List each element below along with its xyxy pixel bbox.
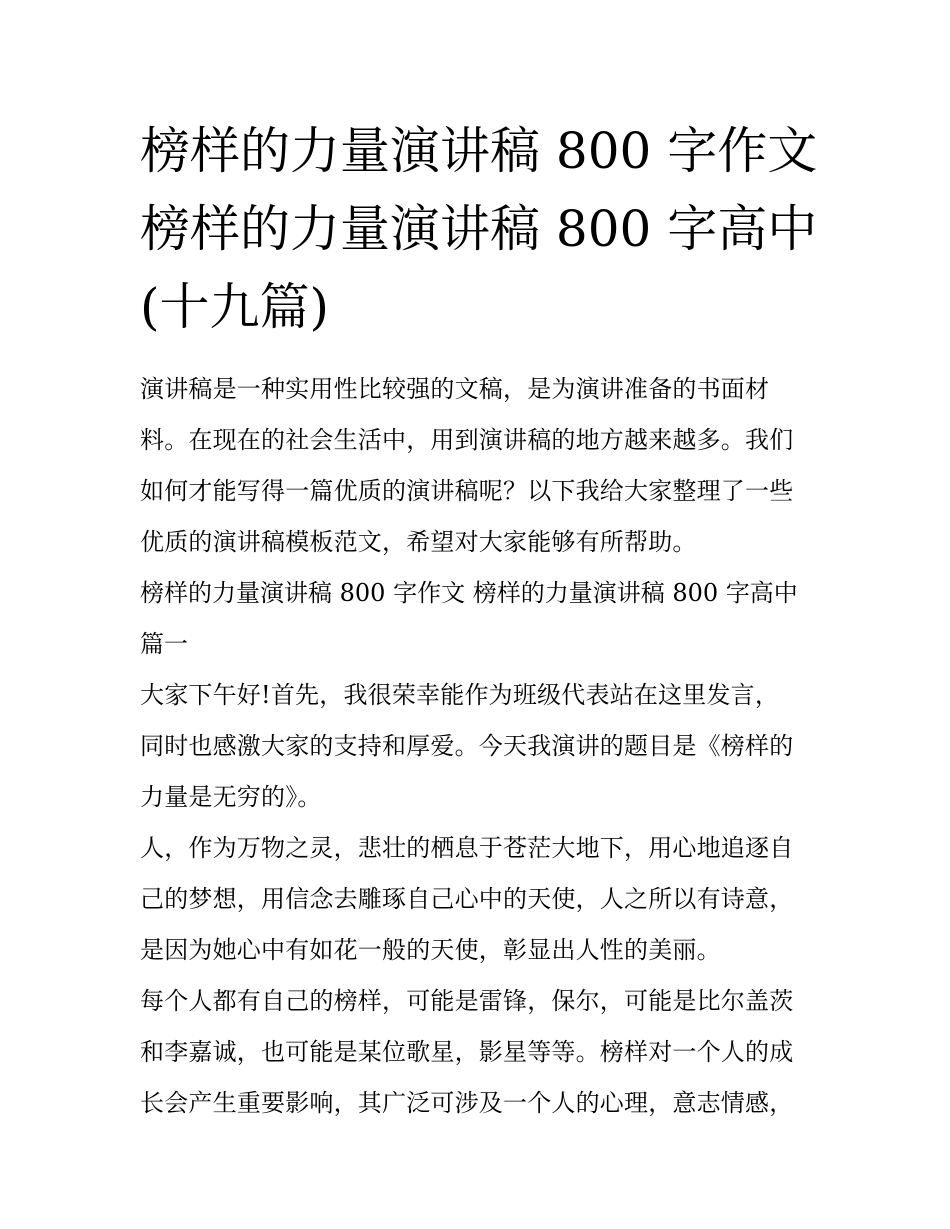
paragraph-2-line-3: 是因为她心中有如花一般的天使，彰显出人性的美丽。 [140,936,721,964]
document-title [140,112,820,346]
document-body [140,364,820,1129]
intro-line-3: 如何才能写得一篇优质的演讲稿呢？以下我给大家整理了一些 [140,477,794,505]
paragraph-3-line-2: 和李嘉诚，也可能是某位歌星，影星等等。榜样对一个人的成 [140,1038,794,1066]
paragraph-2-line-2: 己的梦想，用信念去雕琢自己心中的天使，人之所以有诗意， [140,885,794,913]
paragraph-2 [140,823,820,976]
paragraph-1-line-3: 力量是无穷的》。 [140,783,322,811]
paragraph-1-line-1: 大家下午好!首先，我很荣幸能作为班级代表站在这里发言， [140,681,780,709]
paragraph-1-line-2: 同时也感激大家的支持和厚爱。今天我演讲的题目是《榜样的 [140,732,794,760]
paragraph-2-line-1: 人，作为万物之灵，悲壮的栖息于苍茫大地下，用心地追逐自 [140,834,794,862]
intro-paragraph [140,364,820,568]
section-heading [140,568,820,670]
paragraph-3-line-3: 长会产生重要影响，其广泛可涉及一个人的心理，意志情感， [140,1089,794,1117]
title-line-3: (十九篇) [140,278,330,336]
paragraph-3-line-1: 每个人都有自己的榜样，可能是雷锋，保尔，可能是比尔盖茨 [140,987,794,1015]
paragraph-1 [140,670,820,823]
section-heading-line-1: 榜样的力量演讲稿 800 字作文 榜样的力量演讲稿 800 字高中 [140,579,798,607]
intro-line-4: 优质的演讲稿模板范文，希望对大家能够有所帮助。 [140,528,697,556]
title-line-1: 榜样的力量演讲稿 800 字作文 [140,122,818,180]
paragraph-3 [140,976,820,1129]
document-page [140,112,820,1129]
title-line-2: 榜样的力量演讲稿 800 字高中 [140,200,818,258]
section-heading-line-2: 篇一 [140,630,188,658]
intro-line-1: 演讲稿是一种实用性比较强的文稿，是为演讲准备的书面材 [140,375,770,403]
intro-line-2: 料。在现在的社会生活中，用到演讲稿的地方越来越多。我们 [140,426,794,454]
